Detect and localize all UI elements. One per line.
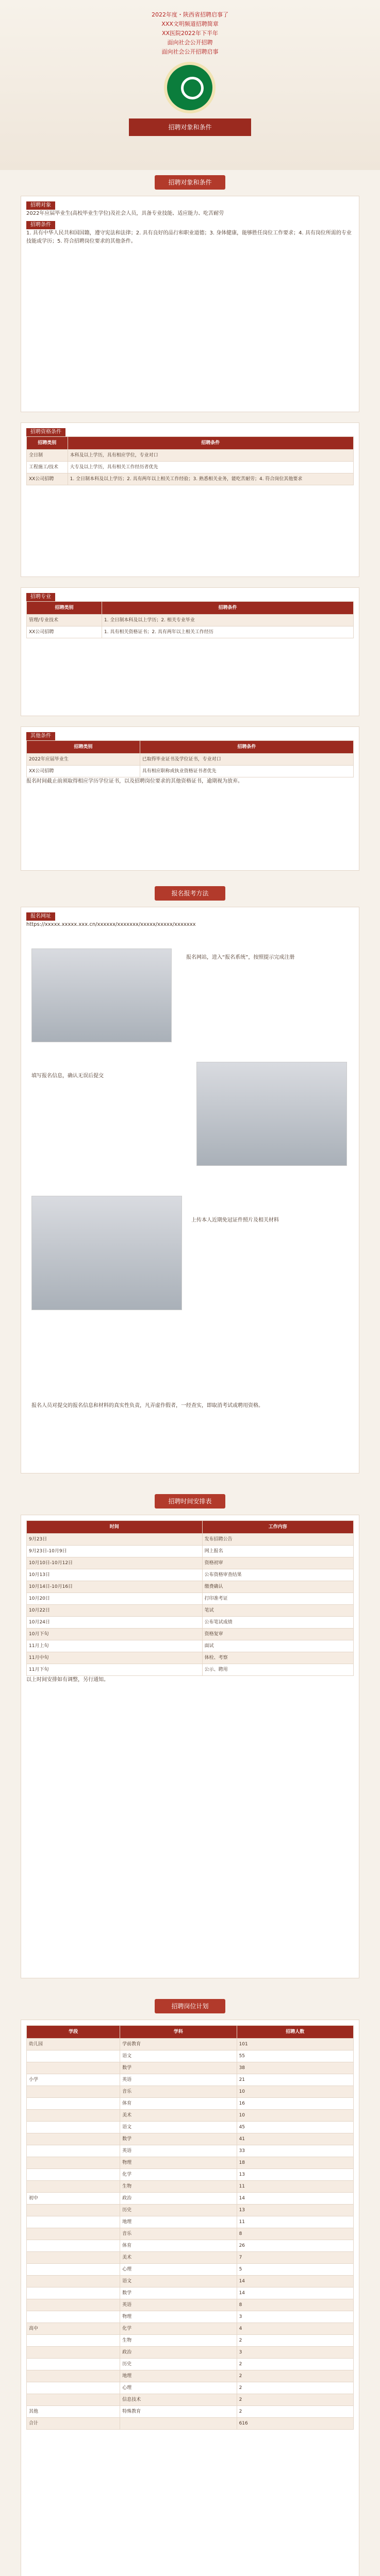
table1-title: 招聘资格条件	[26, 428, 65, 436]
cell	[27, 2133, 120, 2145]
cell: 10月14日-10月16日	[27, 1581, 203, 1593]
cell: 13	[237, 2205, 353, 2216]
table-row	[27, 1629, 354, 1640]
table-row	[27, 2074, 354, 2086]
section-title-2: 报名报考方法	[155, 886, 225, 901]
cell: 14	[237, 2287, 353, 2299]
table-row	[27, 2205, 354, 2216]
cell: 生物	[120, 2335, 237, 2347]
cell: 2	[237, 2335, 353, 2347]
table-row	[27, 2276, 354, 2287]
table-row	[27, 2086, 354, 2098]
cell: 2	[237, 2406, 353, 2418]
hero-ribbon: 招聘对象和条件	[129, 118, 251, 136]
screenshot-image	[196, 1062, 347, 1166]
cell: 45	[237, 2122, 353, 2133]
table-row	[27, 1546, 354, 1557]
cell: 面试	[202, 1640, 353, 1652]
cell: 全日制	[27, 450, 68, 462]
apply-url[interactable]: https://xxxxx.xxxxx.xxx.cn/xxxxxx/xxxxxxx/xxxxx/xxxxx/xxxxxxx	[26, 922, 196, 927]
cell: 数学	[120, 2133, 237, 2145]
cell: 2	[237, 2394, 353, 2406]
cell: 初中	[27, 2193, 120, 2205]
cell: 音乐	[120, 2086, 237, 2098]
cell: 化学	[120, 2169, 237, 2181]
cell: 2	[237, 2359, 353, 2370]
cell: 10月下旬	[27, 1629, 203, 1640]
apply-step: 报名网站，进入“报名系统”，按照提示完成注册	[186, 955, 295, 960]
cell: 33	[237, 2145, 353, 2157]
table-row	[27, 754, 354, 766]
cell: 网上报名	[202, 1546, 353, 1557]
cell	[27, 2086, 120, 2098]
table-row	[27, 2122, 354, 2133]
table-row	[27, 473, 354, 485]
cell: 美术	[120, 2252, 237, 2264]
plan-table	[26, 2025, 354, 2430]
cell: 大专及以上学历，具有相关工作经历者优先	[68, 462, 353, 473]
cell: 11	[237, 2181, 353, 2193]
hero-line: 面向社会公开招聘	[167, 39, 213, 46]
cell: 英语	[120, 2074, 237, 2086]
cell	[27, 2216, 120, 2228]
table-row	[27, 1640, 354, 1652]
table-row	[27, 2133, 354, 2145]
cell: 1. 全日制本科及以上学历；2. 具有两年以上相关工作经验；3. 熟悉相关业务，能吃苦耐劳；4. 符合岗位其他要求	[68, 473, 353, 485]
section-title-4: 招聘岗位计划	[155, 1999, 225, 2013]
table2-header: 招聘类别	[27, 602, 102, 615]
cell: 14	[237, 2193, 353, 2205]
cell	[27, 2299, 120, 2311]
cell: 英语	[120, 2145, 237, 2157]
table-row	[27, 2240, 354, 2252]
table-row	[27, 2062, 354, 2074]
table2	[26, 601, 354, 638]
cell: 公示、聘用	[202, 1664, 353, 1676]
table-row	[27, 2406, 354, 2418]
cell: 55	[237, 2050, 353, 2062]
schedule-header: 时间	[27, 1521, 203, 1534]
table-row	[27, 2382, 354, 2394]
table-row	[27, 2181, 354, 2193]
cell: 7	[237, 2252, 353, 2264]
cell: 语文	[120, 2050, 237, 2062]
table-row	[27, 1652, 354, 1664]
cell: 11月下旬	[27, 1664, 203, 1676]
table-row	[27, 1534, 354, 1546]
cell: 小学	[27, 2074, 120, 2086]
table-row	[27, 2359, 354, 2370]
intro-text: 2022年应届毕业生(高校毕业生学位)及社会人员，具备专业技能、适应能力、吃苦耐劳	[26, 211, 224, 216]
cell: 41	[237, 2133, 353, 2145]
table3-header: 招聘类别	[27, 741, 140, 754]
cell: 1. 全日制本科及以上学历；2. 相关专业毕业	[102, 615, 353, 626]
cell: 语文	[120, 2276, 237, 2287]
cell: 13	[237, 2169, 353, 2181]
cell: XX公司招聘	[27, 766, 140, 777]
table-row	[27, 1557, 354, 1569]
cell: 其他	[27, 2406, 120, 2418]
table-row	[27, 2418, 354, 2430]
cell	[27, 2287, 120, 2299]
table-row	[27, 2335, 354, 2347]
cell: 18	[237, 2157, 353, 2169]
cell: 10	[237, 2110, 353, 2122]
cell	[27, 2228, 120, 2240]
cell: 心理	[120, 2264, 237, 2276]
table2-card	[21, 587, 359, 716]
table1-card	[21, 422, 359, 577]
cell: 物理	[120, 2157, 237, 2169]
cell: 历史	[120, 2205, 237, 2216]
cell	[27, 2169, 120, 2181]
cell	[27, 2264, 120, 2276]
table3-header: 招聘条件	[140, 741, 353, 754]
table3-card	[21, 726, 359, 871]
note-text: 报名时间截止前须取得相应学历学位证书，以及招聘岗位要求的其他资格证书，逾期视为放弃。	[26, 778, 243, 784]
table3-title: 其他条件	[26, 732, 55, 740]
cell: 政治	[120, 2347, 237, 2359]
cell: XX公司招聘	[27, 626, 102, 638]
cell	[27, 2394, 120, 2406]
hero-line: XX医院2022年下半年	[161, 30, 219, 37]
table-row	[27, 615, 354, 626]
plan-card	[21, 2020, 359, 2576]
plan-header: 学科	[120, 2026, 237, 2039]
cell: 2	[237, 2382, 353, 2394]
table1-header: 招聘类别	[27, 437, 68, 450]
table-row	[27, 2394, 354, 2406]
cell: 地理	[120, 2370, 237, 2382]
cell: 9月23日-10月9日	[27, 1546, 203, 1557]
cell: 1. 具有相关资格证书；2. 具有两年以上相关工作经历	[102, 626, 353, 638]
cell: 物理	[120, 2311, 237, 2323]
cell: 8	[237, 2299, 353, 2311]
cell: 合计	[27, 2418, 120, 2430]
table-row	[27, 1581, 354, 1593]
cell: 10月13日	[27, 1569, 203, 1581]
section-title-3: 招聘时间安排表	[155, 1494, 225, 1509]
cell: 10月22日	[27, 1605, 203, 1617]
cell: 21	[237, 2074, 353, 2086]
cell: 生物	[120, 2181, 237, 2193]
table-row	[27, 626, 354, 638]
cell	[27, 2240, 120, 2252]
table-row	[27, 2311, 354, 2323]
table-row	[27, 2347, 354, 2359]
cell	[27, 2347, 120, 2359]
table-row	[27, 2264, 354, 2276]
table-row	[27, 2323, 354, 2335]
intro-text: 1. 具有中华人民共和国国籍，遵守宪法和法律；2. 具有良好的品行和职业道德；3. 身体健康，能够胜任岗位工作要求；4. 具有岗位所需的专业技能或学历；5. 符合招聘岗位要求的其他条件。	[26, 230, 352, 244]
cell	[27, 2370, 120, 2382]
cell	[27, 2110, 120, 2122]
cell	[27, 2252, 120, 2264]
cell	[27, 2157, 120, 2169]
cell: 政治	[120, 2193, 237, 2205]
cell: 发布招聘公告	[202, 1534, 353, 1546]
cell	[27, 2276, 120, 2287]
hero-line: 2022年度・陕西省招聘启事了	[152, 11, 228, 18]
cell: 10月10日-10月12日	[27, 1557, 203, 1569]
cell: 已取得毕业证书及学位证书，专业对口	[140, 754, 353, 766]
plan-header: 招聘人数	[237, 2026, 353, 2039]
cell: 资格初审	[202, 1557, 353, 1569]
cell: 5	[237, 2264, 353, 2276]
cell: 10	[237, 2086, 353, 2098]
cell: 38	[237, 2062, 353, 2074]
cell: 特殊教育	[120, 2406, 237, 2418]
hero-banner	[101, 10, 279, 67]
cell: 14	[237, 2276, 353, 2287]
cell: 11月中旬	[27, 1652, 203, 1664]
apply-note: 报名人员对提交的报名信息和材料的真实性负责，凡弄虚作假者，一经查实，即取消考试或聘用资格。	[31, 1403, 263, 1409]
cell: 公布资格审查结果	[202, 1569, 353, 1581]
table1-header: 招聘条件	[68, 437, 353, 450]
cell: 2022年应届毕业生	[27, 754, 140, 766]
cell: 幼儿园	[27, 2039, 120, 2050]
cell: 数学	[120, 2287, 237, 2299]
table-row	[27, 2193, 354, 2205]
table-row	[27, 2098, 354, 2110]
cell: 10月20日	[27, 1593, 203, 1605]
cell	[27, 2359, 120, 2370]
cell: 数学	[120, 2062, 237, 2074]
table-row	[27, 2299, 354, 2311]
cell: 26	[237, 2240, 353, 2252]
cell: 公布笔试成绩	[202, 1617, 353, 1629]
cell	[27, 2062, 120, 2074]
intro-heading: 招聘条件	[26, 221, 55, 229]
cell: 高中	[27, 2323, 120, 2335]
cell: 地理	[120, 2216, 237, 2228]
cell: 音乐	[120, 2228, 237, 2240]
apply-step: 上传本人近期免冠证件照片及相关材料	[191, 1217, 279, 1223]
cell: 8	[237, 2228, 353, 2240]
schedule-note: 以上时间安排如有调整，另行通知。	[26, 1677, 109, 1683]
cell	[27, 2335, 120, 2347]
cell: 缴费确认	[202, 1581, 353, 1593]
intro-card	[21, 196, 359, 412]
cell	[27, 2205, 120, 2216]
cell: 11	[237, 2216, 353, 2228]
table1	[26, 436, 354, 485]
cell	[27, 2145, 120, 2157]
table-row	[27, 1664, 354, 1676]
cell: 美术	[120, 2110, 237, 2122]
cell	[27, 2122, 120, 2133]
cell: 3	[237, 2347, 353, 2359]
cell: 9月23日	[27, 1534, 203, 1546]
cell: XX公司招聘	[27, 473, 68, 485]
cell: 化学	[120, 2323, 237, 2335]
cell: 本科及以上学历，具有相应学位，专业对口	[68, 450, 353, 462]
table-row	[27, 2252, 354, 2264]
cell: 资格复审	[202, 1629, 353, 1640]
cell	[27, 2382, 120, 2394]
table-row	[27, 2228, 354, 2240]
cell: 2	[237, 2370, 353, 2382]
table2-title: 招聘专业	[26, 593, 55, 601]
table-row	[27, 2039, 354, 2050]
table-row	[27, 462, 354, 473]
intro-heading: 招聘对象	[26, 201, 55, 210]
cell: 体育	[120, 2098, 237, 2110]
cell: 101	[237, 2039, 353, 2050]
table-row	[27, 2216, 354, 2228]
cell: 16	[237, 2098, 353, 2110]
plan-header: 学段	[27, 2026, 120, 2039]
cell: 打印准考证	[202, 1593, 353, 1605]
cell: 学前教育	[120, 2039, 237, 2050]
cell: 笔试	[202, 1605, 353, 1617]
cell: 具有相应职称或执业资格证书者优先	[140, 766, 353, 777]
table-row	[27, 1617, 354, 1629]
cell: 4	[237, 2323, 353, 2335]
cell: 语文	[120, 2122, 237, 2133]
cell: 体育	[120, 2240, 237, 2252]
hero-line: XXX文明频道招聘简章	[161, 21, 219, 27]
cell: 信息技术	[120, 2394, 237, 2406]
cell: 10月24日	[27, 1617, 203, 1629]
cell: 历史	[120, 2359, 237, 2370]
table-row	[27, 450, 354, 462]
table-row	[27, 2050, 354, 2062]
cell	[27, 2050, 120, 2062]
apply-card	[21, 907, 359, 1473]
table-row	[27, 2370, 354, 2382]
cell: 心理	[120, 2382, 237, 2394]
table-row	[27, 2287, 354, 2299]
table-row	[27, 2157, 354, 2169]
cell: 英语	[120, 2299, 237, 2311]
apply-heading: 报名网址	[26, 912, 55, 921]
schedule-table	[26, 1520, 354, 1676]
school-emblem-icon	[164, 62, 216, 113]
cell	[27, 2098, 120, 2110]
apply-step: 填写报名信息，确认无误后提交	[31, 1073, 104, 1079]
schedule-header: 工作内容	[202, 1521, 353, 1534]
cell: 3	[237, 2311, 353, 2323]
table2-header: 招聘条件	[102, 602, 353, 615]
cell: 工程施工/技术	[27, 462, 68, 473]
cell: 616	[237, 2418, 353, 2430]
table-row	[27, 1593, 354, 1605]
cell	[27, 2311, 120, 2323]
hero	[0, 0, 380, 170]
table-row	[27, 2110, 354, 2122]
table-row	[27, 1605, 354, 1617]
schedule-card	[21, 1515, 359, 1978]
cell: 管理/专业技术	[27, 615, 102, 626]
table3	[26, 740, 354, 777]
cell: 11月上旬	[27, 1640, 203, 1652]
screenshot-image	[31, 948, 172, 1042]
table-row	[27, 1569, 354, 1581]
cell	[120, 2418, 237, 2430]
cell	[27, 2181, 120, 2193]
screenshot-image	[31, 1196, 182, 1310]
table-row	[27, 766, 354, 777]
cell: 体检、考察	[202, 1652, 353, 1664]
table-row	[27, 2145, 354, 2157]
table-row	[27, 2169, 354, 2181]
section-title-1: 招聘对象和条件	[155, 175, 225, 190]
hero-line: 面向社会公开招聘启事	[161, 48, 219, 55]
